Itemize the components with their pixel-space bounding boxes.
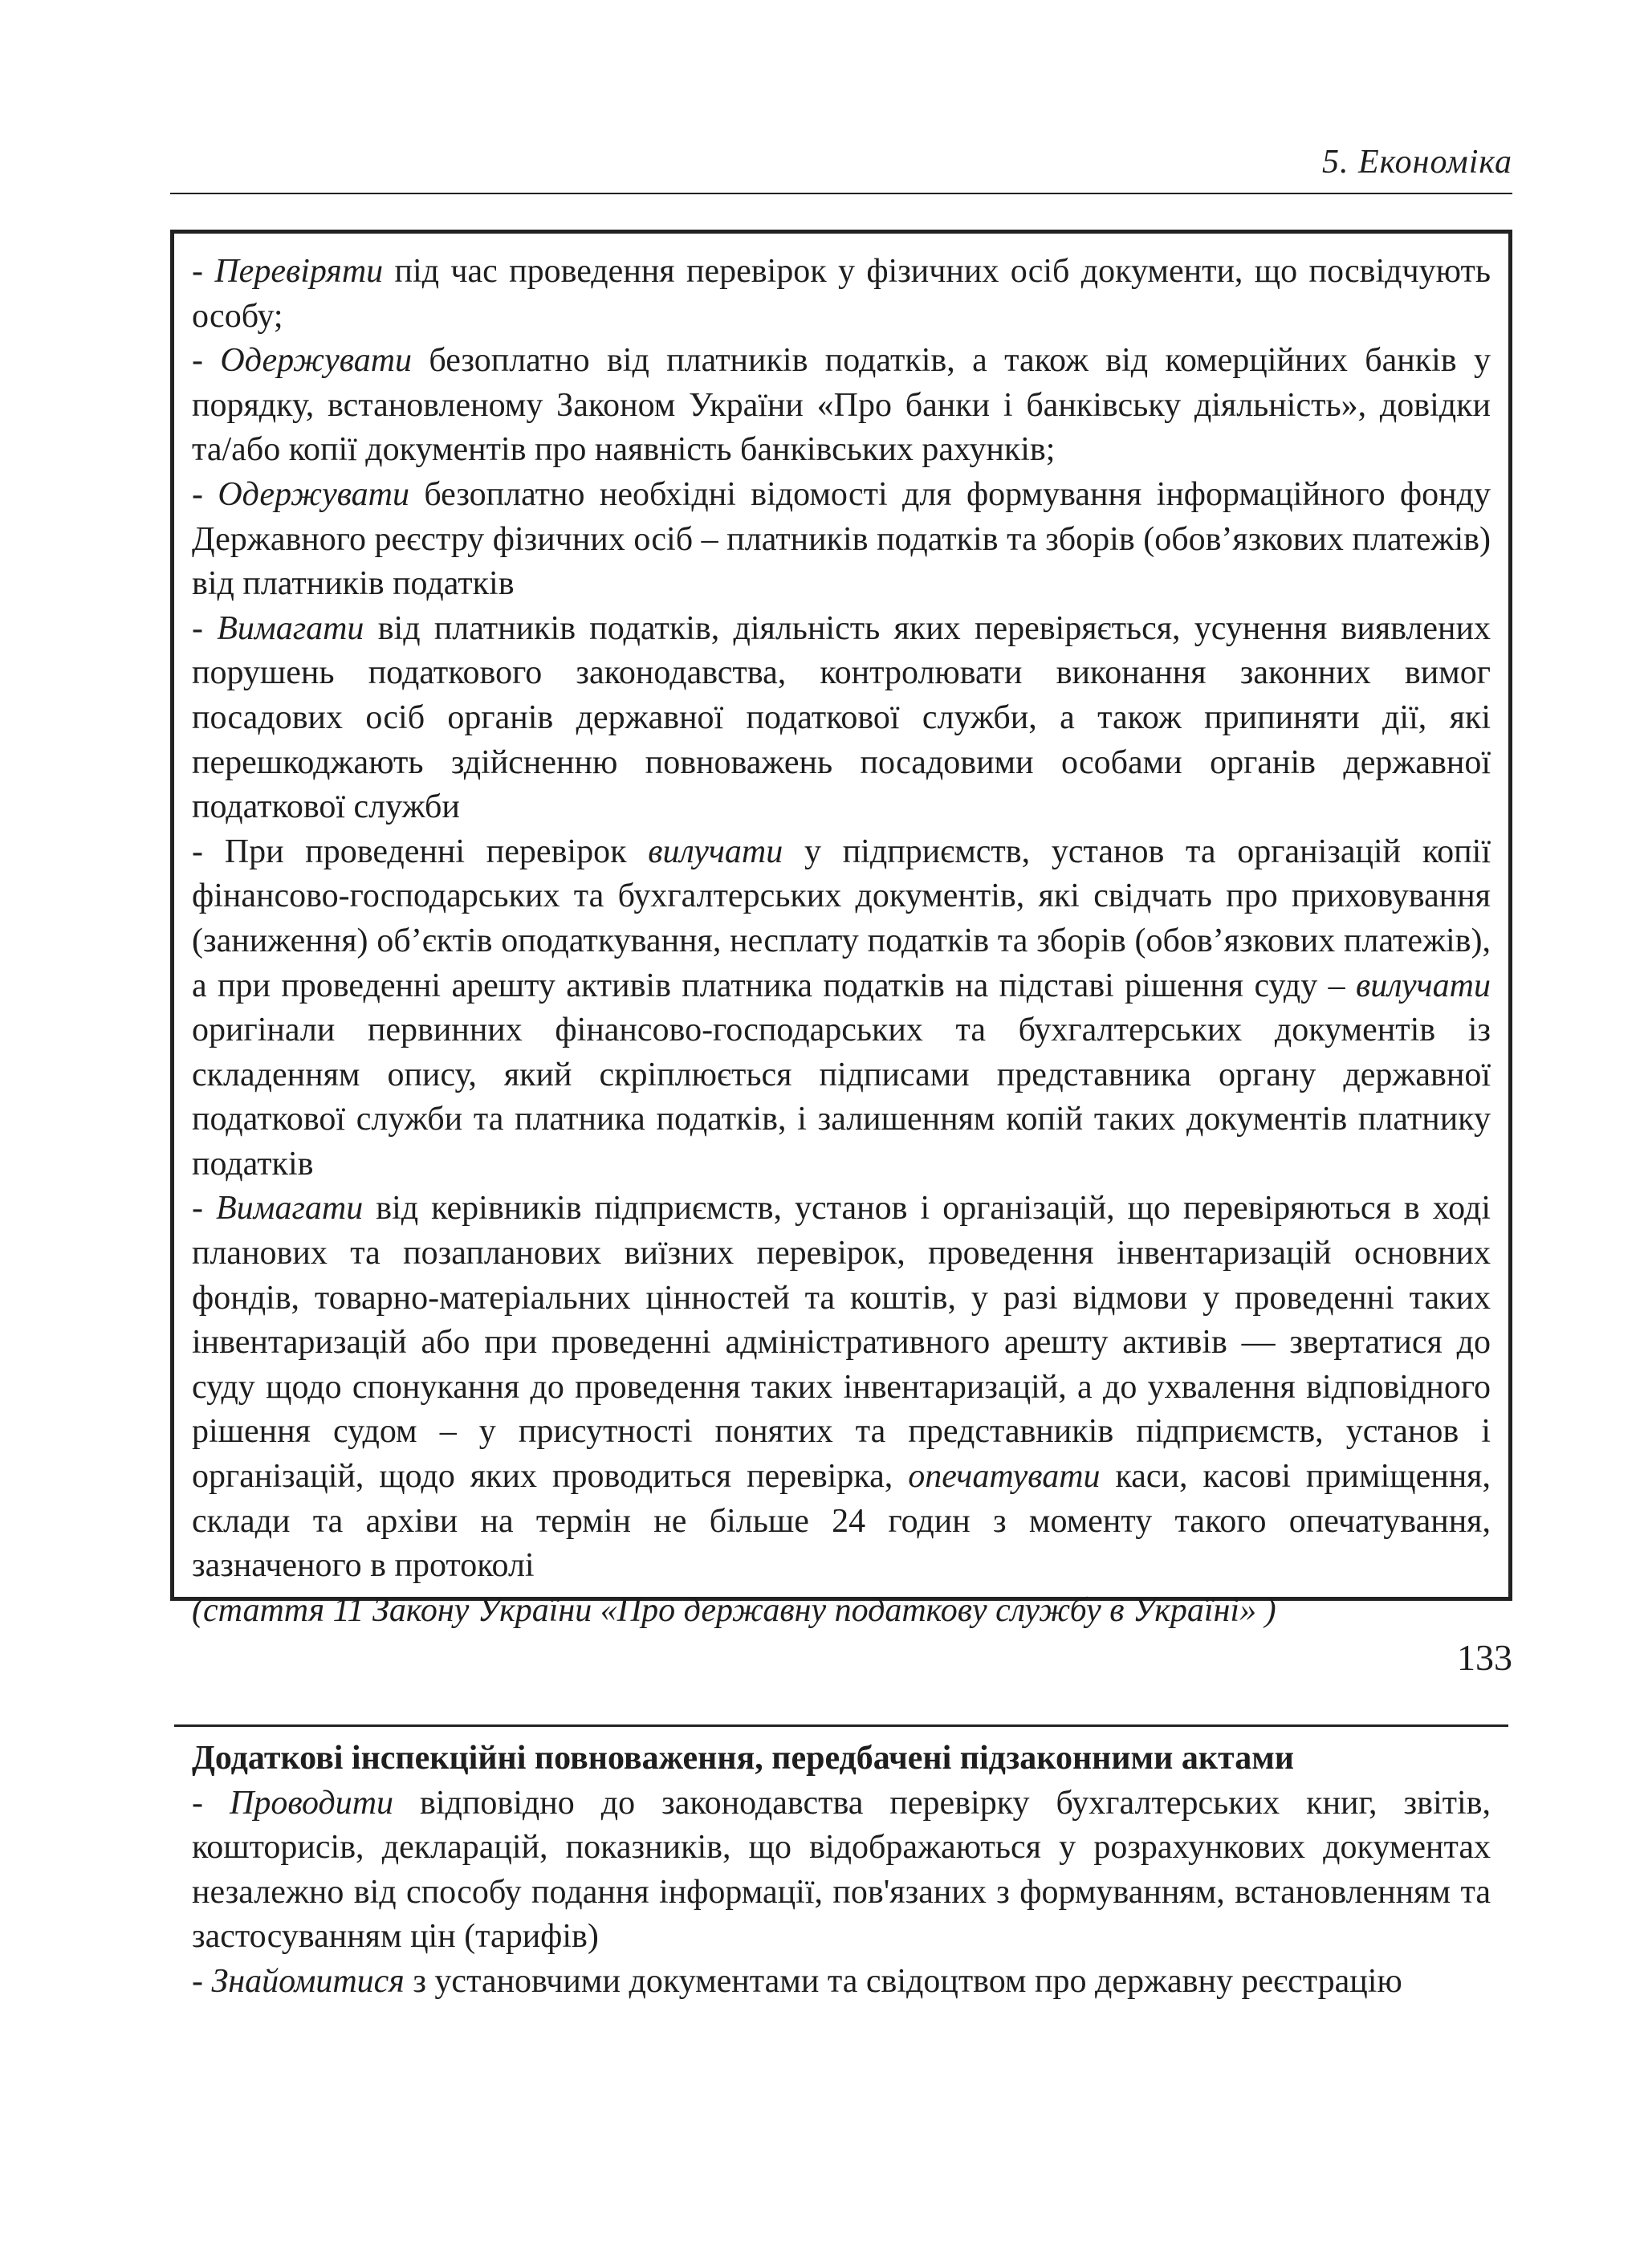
statutory-powers-cell: [174, 250, 1508, 1714]
item-text: каси, касові приміщення, склади та архіви на термін не більше 24 годин з моменту такого опечатування, зазначеного в протоколі: [192, 1458, 1491, 1585]
item-text: від платників податків, діяльність яких перевіряється, усунення виявлених порушень податкового законодавства, контролювати виконання законних вимог посадових осіб органів державної податкової служби, а також припиняти дії, які перешкоджають здійсненню повноважень посадовими особами органів державної податкової служби: [192, 609, 1491, 826]
emphasized-verb: Вимагати: [216, 1190, 364, 1228]
list-item: [192, 1187, 1491, 1588]
item-text: відповідно до законодавства перевірку бухгалтерських книг, звітів, кошторисів, декларацій, показників, що відображаються у розрахункових документах незалежно від способу подання інформації, пов'язаних з формуванням, встановленням та застосуванням цін (тарифів): [192, 1784, 1491, 1956]
emphasized-verb: опечатувати: [908, 1458, 1101, 1496]
law-citation: (стаття 11 Закону України «Про державну податкову службу в Україні» ): [192, 1591, 1276, 1629]
emphasized-verb: Одержувати: [220, 342, 413, 380]
list-item: [192, 1781, 1491, 1960]
bullet-dash: -: [192, 253, 215, 290]
page-number: 133: [1457, 1637, 1512, 1678]
bullet-dash: -: [192, 833, 225, 870]
item-text: безоплатно необхідні відомості для формування інформаційного фонду Державного реєстру фізичних осіб – платників податків та зборів (обов’язкових платежів) від платників податків: [192, 475, 1491, 603]
emphasized-verb: Одержувати: [218, 475, 410, 513]
bullet-dash: -: [192, 475, 218, 513]
bullet-dash: -: [192, 342, 221, 380]
bullet-dash: -: [192, 1962, 212, 2000]
list-item: [192, 1960, 1491, 2005]
emphasized-verb: Вимагати: [217, 609, 364, 647]
emphasized-verb: вилучати: [648, 833, 783, 870]
bullet-dash: -: [192, 1190, 217, 1228]
list-item: [192, 607, 1491, 830]
list-item: [192, 473, 1491, 607]
emphasized-verb: Знайомитися: [211, 1962, 405, 2000]
emphasized-verb: Проводити: [230, 1784, 394, 1822]
section-title: 5. Економіка: [1321, 144, 1512, 181]
emphasized-verb: Перевіряти: [214, 253, 384, 290]
emphasized-verb: вилучати: [1356, 967, 1491, 1004]
list-item: [192, 250, 1491, 339]
item-text: безоплатно від платників податків, а також від комерційних банків у порядку, встановленому Законом України «Про банки і банківську діяльність», довідки та/або копії документів про наявність банківських рахунків;: [192, 342, 1491, 469]
item-text: оригінали первинних фінансово-господарських та бухгалтерських документів із складенням опису, який скріплюється підписами представника органу державної податкової служби та платника податків, і залишенням копій таких документів платнику податків: [192, 1012, 1491, 1183]
header-rule: [170, 193, 1512, 194]
additional-powers-cell: [174, 1724, 1508, 2000]
item-text: під час проведення перевірок у фізичних осіб документи, що посвідчують особу;: [192, 253, 1491, 335]
additional-powers-heading: Додаткові інспекційні повноваження, передбачені підзаконними актами: [192, 1740, 1294, 1777]
item-text: При проведенні перевірок: [224, 833, 649, 870]
item-text: від керівників підприємств, установ і організацій, що перевіряються в ході планових та позапланових виїзних перевірок, проведення інвентаризацій основних фондів, товарно-матеріальних цінностей та коштів, у разі відмови у проведенні таких інвентаризацій або при проведенні адміністративного арешту активів — звертатися до суду щодо спонукання до проведення таких інвентаризацій, а до ухвалення відповідного рішення судом – у присутності понятих та представників підприємств, установ і організацій, щодо яких проводиться перевірка,: [192, 1190, 1491, 1496]
bullet-dash: -: [192, 609, 218, 647]
item-text: з установчими документами та свідоцтвом про державну реєстрацію: [404, 1962, 1402, 2000]
bullet-dash: -: [192, 1784, 230, 1822]
list-item: [192, 830, 1491, 1187]
statutory-powers-list: [192, 250, 1491, 1589]
item-text: у підприємств, установ та організацій копії фінансово-господарських та бухгалтерських документів, які свідчать про приховування (заниження) об’єктів оподаткування, несплату податків та зборів (обов’язкових платежів), а при проведенні арешту активів платника податків на підставі рішення суду –: [192, 833, 1491, 1004]
list-item: [192, 339, 1491, 473]
additional-powers-list: [192, 1781, 1491, 2005]
